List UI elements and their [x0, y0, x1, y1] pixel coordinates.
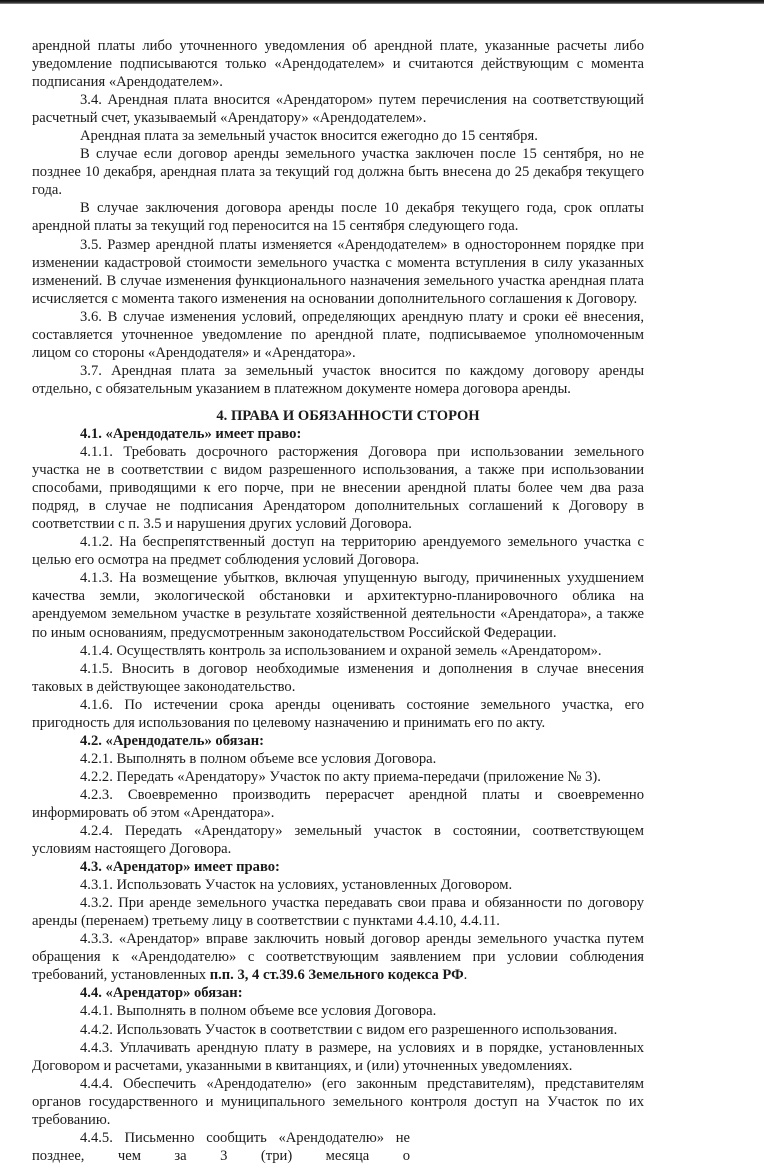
paragraph-4-2-1: 4.2.1. Выполнять в полном объеме все условия Договора.: [80, 750, 437, 767]
paragraph-4-1-5: 4.1.5. Вносить в договор необходимые изменения и дополнения в случае внесения таковых в действующее законодательство.: [32, 660, 644, 695]
paragraph-3-5: 3.5. Размер арендной платы изменяется «Арендодателем» в одностороннем порядке при изменении кадастровой стоимости земельного участка с момента вступления в силу указанных изменений. В случае изменения функционального назначения земельного участка арендная плата исчисляется с момента такого изменения на основании дополнительного соглашения к Договору.: [32, 236, 644, 307]
paragraph-4-2-2: 4.2.2. Передать «Арендатору» Участок по акту приема-передачи (приложение № 3).: [80, 768, 601, 785]
paragraph-4-3-3-text: 4.3.3. «Арендатор» вправе заключить новый договор аренды земельного участка путем обращения к «Арендодателю» с соответствующим заявлением при условии соблюдения требований, установленных: [32, 931, 644, 984]
subsection-4-4-title: 4.4. «Арендатор» обязан:: [80, 985, 243, 1002]
paragraph-4-3-3-end: .: [463, 967, 468, 984]
subsection-4-2-title: 4.2. «Арендодатель» обязан:: [80, 732, 264, 749]
paragraph-4-1-3: 4.1.3. На возмещение убытков, включая упущенную выгоду, причиненных ухудшением качества земли, экологической обстановки и архитектурно-планировочного облика на арендуемом земельном участке в результате хозяйственной деятельности «Арендатора», а также по иным основаниям, предусмотренным законодательством Российской Федерации.: [32, 570, 644, 641]
paragraph-4-1-2: 4.1.2. На беспрепятственный доступ на территорию арендуемого земельного участка с целью его осмотра на предмет соблюдения условий Договора.: [32, 534, 644, 569]
paragraph-3-4-a: Арендная плата за земельный участок вносится ежегодно до 15 сентября.: [80, 128, 538, 145]
paragraph-continuation: арендной платы либо уточненного уведомления об арендной плате, указанные расчеты либо уведомление подписываются только «Арендодателем» и считаются действующим с момента подписания «Арендодателем».: [32, 38, 644, 91]
document-page: [32, 37, 644, 1165]
paragraph-3-6: 3.6. В случае изменения условий, определяющих арендную плату и сроки её внесения, составляется уточненное уведомление по арендной плате, подписываемое уполномоченным лицом со стороны «Арендодателя» и «Арендатора».: [32, 308, 644, 361]
paragraph-4-2-3: 4.2.3. Своевременно производить перерасчет арендной платы и своевременно информировать об этом «Арендатора».: [32, 786, 644, 821]
paragraph-4-3-3: [32, 930, 644, 984]
paragraph-4-1-4: 4.1.4. Осуществлять контроль за использованием и охраной земель «Арендатором».: [80, 642, 602, 659]
paragraph-4-1-6: 4.1.6. По истечении срока аренды оценивать состояние земельного участка, его пригодность для использования по целевому назначению и принимать его по акту.: [32, 696, 644, 731]
paragraph-4-4-5: 4.4.5. Письменно сообщить «Арендодателю» не позднее, чем за 3 (три) месяца о: [32, 1129, 410, 1164]
scan-top-edge: [0, 0, 764, 4]
land-code-reference: п.п. 3, 4 ст.39.6 Земельного кодекса РФ: [209, 967, 464, 984]
paragraph-3-4-b: В случае если договор аренды земельного участка заключен после 15 сентября, но не позднее 10 декабря, арендная плата за текущий год должна быть внесена до 25 декабря текущего года.: [32, 146, 644, 199]
subsection-4-1-title: 4.1. «Арендодатель» имеет право:: [80, 425, 302, 442]
paragraph-4-4-4: 4.4.4. Обеспечить «Арендодателю» (его законным представителям), представителям органов государственного и муниципального земельного контроля доступ на Участок по их требованию.: [32, 1075, 644, 1128]
section-4-title: 4. ПРАВА И ОБЯЗАННОСТИ СТОРОН: [216, 407, 480, 424]
paragraph-4-4-1: 4.4.1. Выполнять в полном объеме все условия Договора.: [80, 1003, 437, 1020]
paragraph-3-4-c: В случае заключения договора аренды после 10 декабря текущего года, срок оплаты арендной платы за текущий год переносится на 15 сентября следующего года.: [32, 200, 644, 235]
paragraph-4-2-4: 4.2.4. Передать «Арендатору» земельный участок в состоянии, соответствующем условиям настоящего Договора.: [32, 823, 644, 858]
paragraph-4-4-2: 4.4.2. Использовать Участок в соответствии с видом его разрешенного использования.: [80, 1021, 618, 1038]
paragraph-4-3-1: 4.3.1. Использовать Участок на условиях, установленных Договором.: [80, 877, 513, 894]
paragraph-4-4-3: 4.4.3. Уплачивать арендную плату в размере, на условиях и в порядке, установленных Договором и расчетами, указанными в квитанциях, и (или) уточненных уведомлениях.: [32, 1039, 644, 1074]
paragraph-4-1-1: 4.1.1. Требовать досрочного расторжения Договора при использовании земельного участка не в соответствии с видом разрешенного использования, а также при использовании способами, приводящими к его порче, при не внесении арендной платы более чем два раза подряд, в случае не подписания Арендатором дополнительных соглашений к Договору в соответствии с п. 3.5 и нарушения других условий Договора.: [32, 444, 644, 533]
subsection-4-3-title: 4.3. «Арендатор» имеет право:: [80, 859, 280, 876]
paragraph-3-7: 3.7. Арендная плата за земельный участок вносится по каждому договору аренды отдельно, с обязательным указанием в платежном документе номера договора аренды.: [32, 362, 644, 397]
paragraph-3-4: 3.4. Арендная плата вносится «Арендатором» путем перечисления на соответствующий расчетный счет, указываемый «Арендатору» «Арендодателем».: [32, 92, 644, 127]
paragraph-4-3-2: 4.3.2. При аренде земельного участка передавать свои права и обязанности по договору аренды (перенаем) третьему лицу в соответствии с пунктами 4.4.10, 4.4.11.: [32, 895, 644, 930]
